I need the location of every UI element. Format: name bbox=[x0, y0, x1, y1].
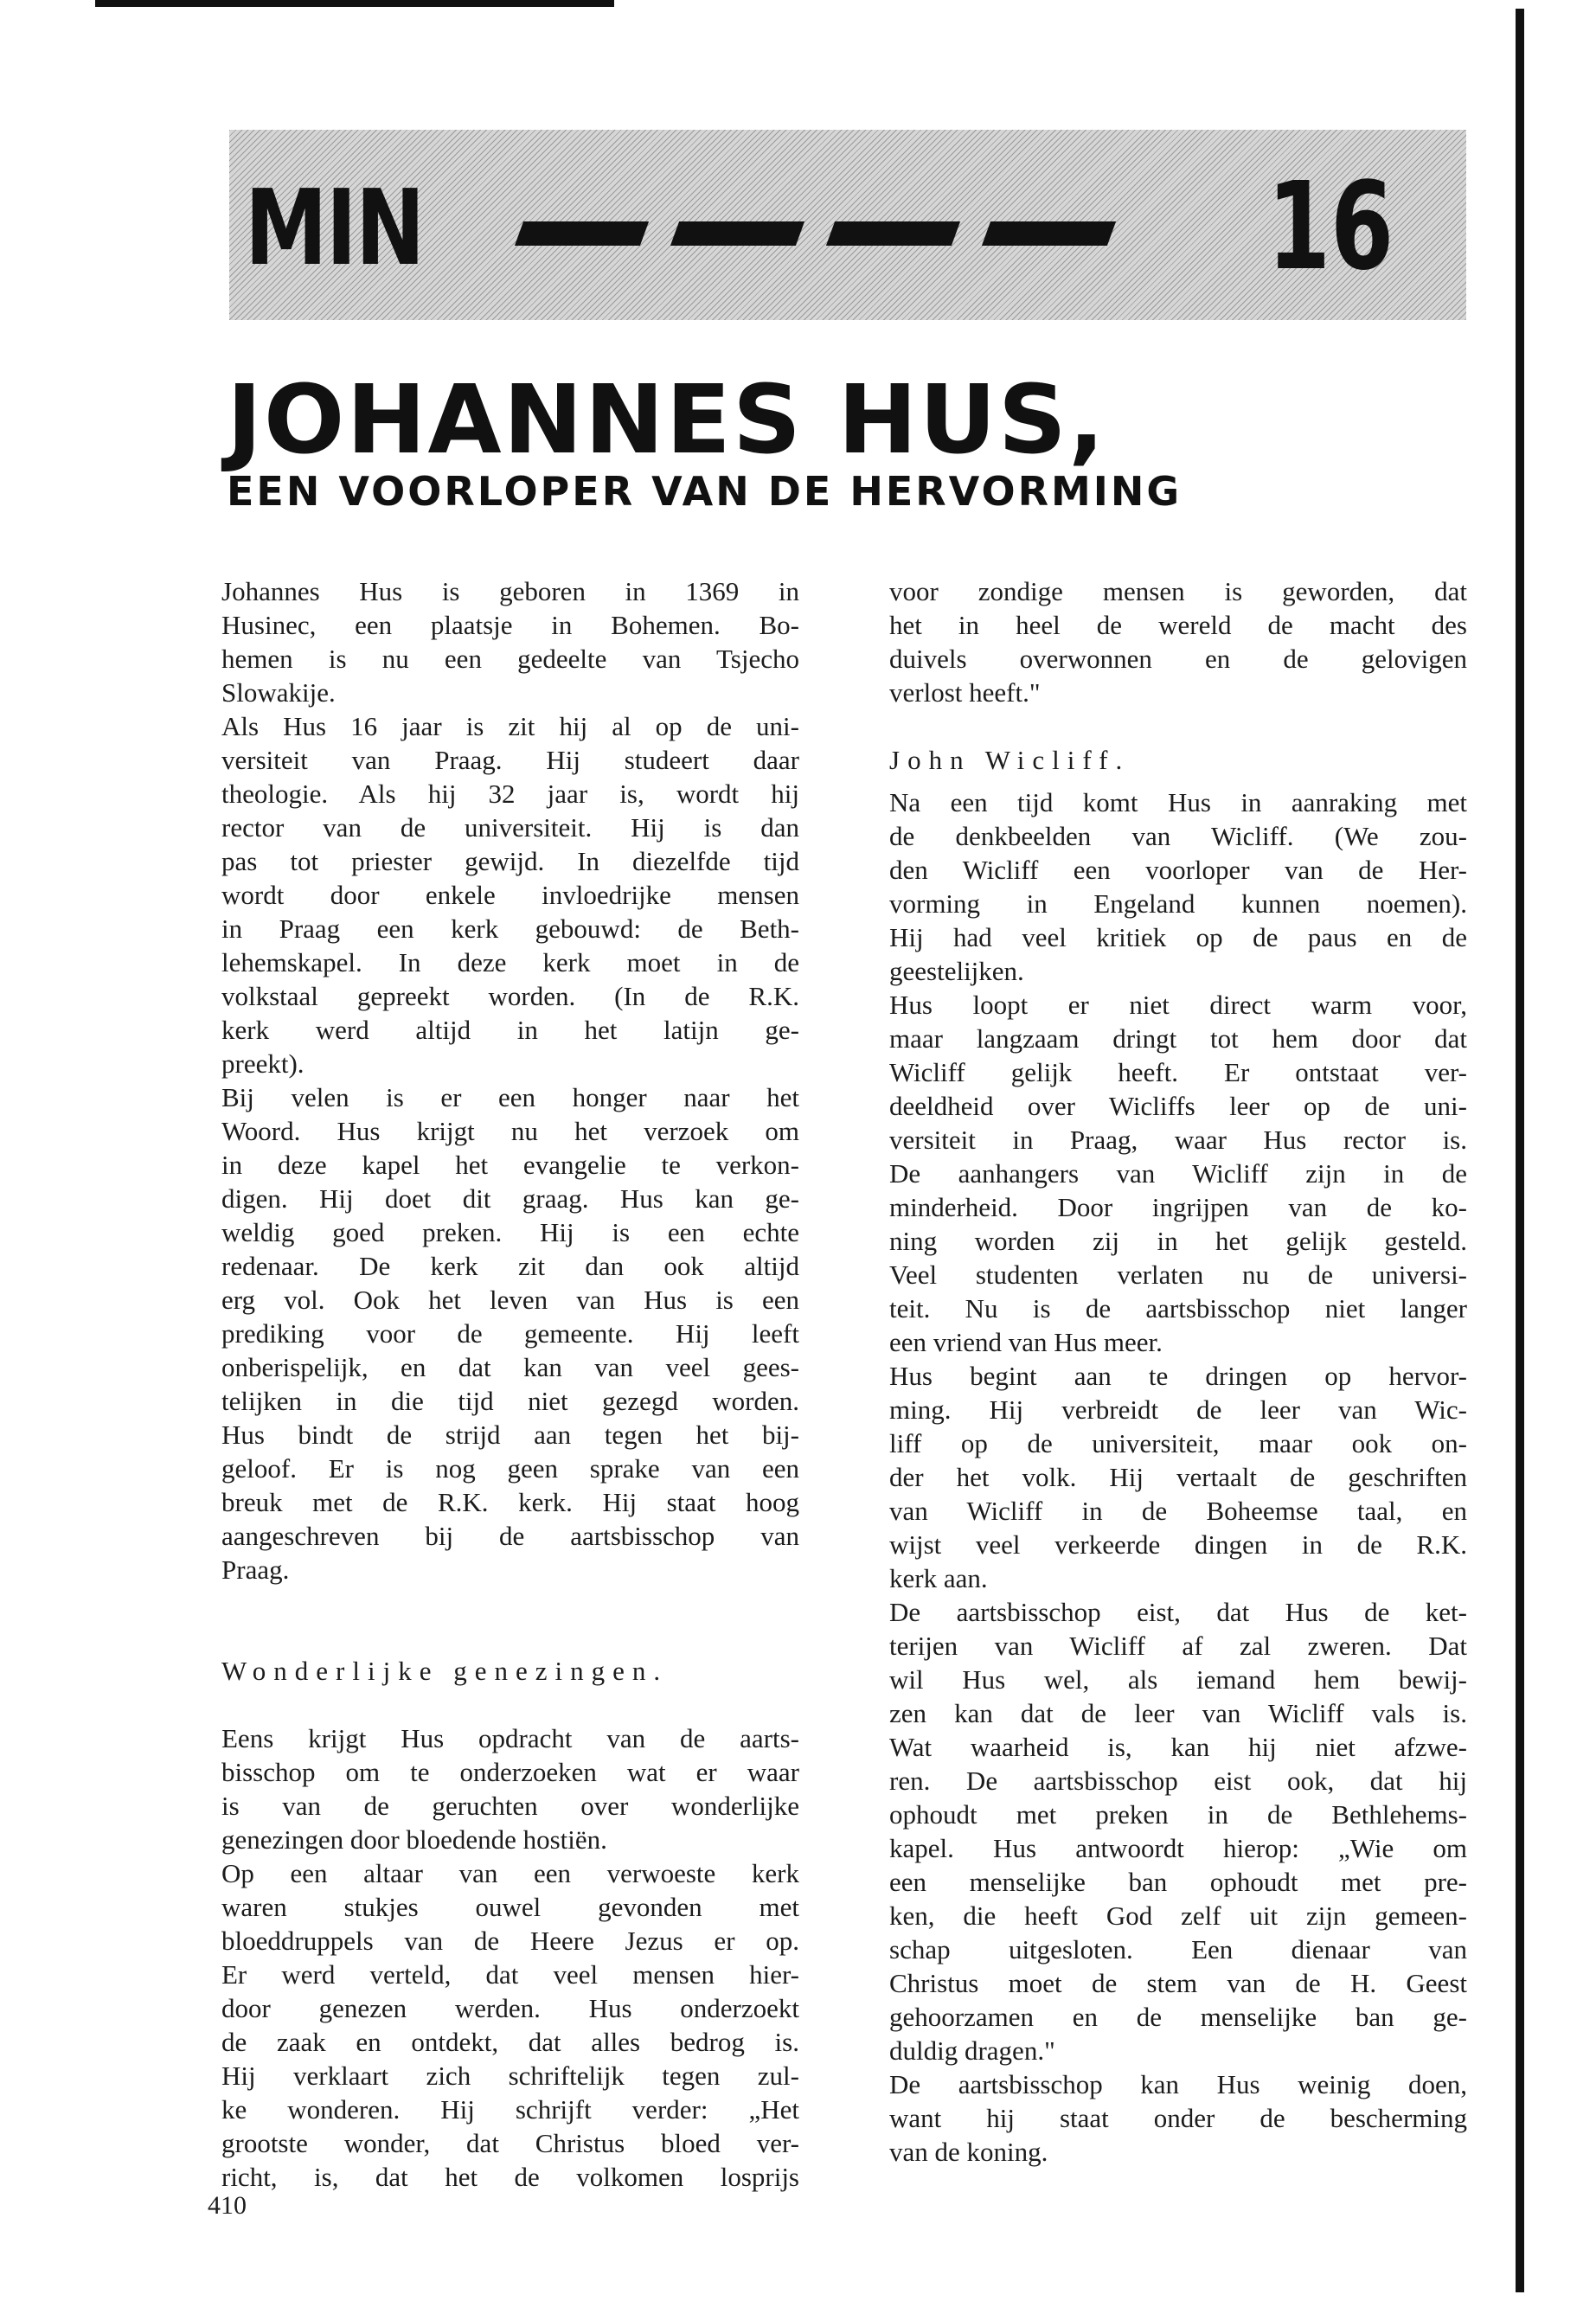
article-title: JOHANNES HUS, bbox=[227, 364, 1106, 475]
section-heading-wonderlijke-genezingen: Wonderlijke genezingen. bbox=[221, 1656, 669, 1686]
text-line: versiteit in Praag, waar Hus rector is. bbox=[889, 1125, 1467, 1155]
text-line: schap uitgesloten. Een dienaar van bbox=[889, 1934, 1467, 1965]
text-line: Woord. Hus krijgt nu het verzoek om bbox=[221, 1116, 799, 1146]
text-line: liff op de universiteit, maar ook on- bbox=[889, 1428, 1467, 1458]
text-line: ming. Hij verbreidt de leer van Wic- bbox=[889, 1394, 1467, 1425]
text-line: Slowakije. bbox=[221, 677, 336, 708]
text-line: weldig goed preken. Hij is een echte bbox=[221, 1217, 799, 1247]
banner-number: 16 bbox=[1267, 157, 1394, 298]
text-line: ke wonderen. Hij schrijft verder: „Het bbox=[221, 2094, 799, 2125]
text-line: Hij had veel kritiek op de paus en de bbox=[889, 922, 1467, 952]
text-line: geestelijken. bbox=[889, 956, 1024, 986]
text-line: in Praag een kerk gebouwd: de Beth- bbox=[221, 913, 799, 944]
text-line: de denkbeelden van Wicliff. (We zou- bbox=[889, 821, 1467, 851]
text-line: Hus begint aan te dringen op hervor- bbox=[889, 1361, 1467, 1391]
text-line: Op een altaar van een verwoeste kerk bbox=[221, 1858, 799, 1888]
text-line: deeldheid over Wicliffs leer op de uni- bbox=[889, 1091, 1467, 1121]
text-line: kerk werd altijd in het latijn ge- bbox=[221, 1015, 799, 1045]
text-line: voor zondige mensen is geworden, dat bbox=[889, 576, 1467, 606]
text-line: Als Hus 16 jaar is zit hij al op de uni- bbox=[221, 711, 799, 741]
paragraph-genezingen bbox=[221, 1721, 799, 2194]
text-line: bloeddruppels van de Heere Jezus er op. bbox=[221, 1926, 799, 1956]
text-line: De aartsbisschop kan Hus weinig doen, bbox=[889, 2069, 1467, 2099]
text-line: terijen van Wicliff af zal zweren. Dat bbox=[889, 1631, 1467, 1661]
text-line: Wicliff gelijk heeft. Er ontstaat ver- bbox=[889, 1057, 1467, 1087]
text-line: Hus loopt er niet direct warm voor, bbox=[889, 990, 1467, 1020]
text-line: De aartsbisschop eist, dat Hus de ket- bbox=[889, 1597, 1467, 1627]
text-line: van de koning. bbox=[889, 2137, 1048, 2167]
text-line: Eens krijgt Hus opdracht van de aarts- bbox=[221, 1723, 799, 1753]
text-line: vorming in Engeland kunnen noemen). bbox=[889, 888, 1467, 919]
banner-dash bbox=[670, 221, 804, 246]
text-line: lehemskapel. In deze kerk moet in de bbox=[221, 947, 799, 977]
text-line: Bij velen is er een honger naar het bbox=[221, 1082, 799, 1112]
text-line: digen. Hij doet dit graag. Hus kan ge- bbox=[221, 1183, 799, 1214]
paragraph-wicliff bbox=[889, 785, 1467, 2169]
text-line: onberispelijk, en dat kan van veel gees- bbox=[221, 1352, 799, 1382]
text-line: Na een tijd komt Hus in aanraking met bbox=[889, 787, 1467, 817]
text-line: verlost heeft." bbox=[889, 677, 1041, 708]
text-line: Johannes Hus is geboren in 1369 in bbox=[221, 576, 799, 606]
left-column bbox=[221, 574, 799, 2194]
text-line: hemen is nu een gedeelte van Tsjecho bbox=[221, 644, 799, 674]
text-line: wil Hus wel, als iemand hem bewij- bbox=[889, 1664, 1467, 1695]
text-line: volkstaal gepreekt worden. (In de R.K. bbox=[221, 981, 799, 1011]
text-line: door genezen werden. Hus onderzoekt bbox=[221, 1993, 799, 2023]
page-number: 410 bbox=[208, 2191, 247, 2220]
right-column bbox=[889, 574, 1467, 2169]
text-line: grootste wonder, dat Christus bloed ver- bbox=[221, 2128, 799, 2158]
text-line: want hij staat onder de bescherming bbox=[889, 2103, 1467, 2133]
text-line: de zaak en ontdekt, dat alles bedrog is. bbox=[221, 2027, 799, 2057]
text-line: pas tot priester gewijd. In diezelfde tijd bbox=[221, 846, 799, 876]
paragraph-intro bbox=[221, 574, 799, 1586]
text-line: versiteit van Praag. Hij studeert daar bbox=[221, 745, 799, 775]
text-line: Hus bindt de strijd aan tegen het bij- bbox=[221, 1420, 799, 1450]
text-line: ken, die heeft God zelf uit zijn gemeen- bbox=[889, 1900, 1467, 1931]
text-line: Praag. bbox=[221, 1554, 290, 1585]
text-line: kerk aan. bbox=[889, 1563, 988, 1593]
text-line: Veel studenten verlaten nu de universi- bbox=[889, 1259, 1467, 1290]
text-line: een menselijke ban ophoudt met pre- bbox=[889, 1867, 1467, 1897]
right-edge-bar bbox=[1516, 9, 1524, 2292]
text-line: erg vol. Ook het leven van Hus is een bbox=[221, 1285, 799, 1315]
text-line: theologie. Als hij 32 jaar is, wordt hij bbox=[221, 779, 799, 809]
text-line: richt, is, dat het de volkomen losprijs bbox=[221, 2162, 799, 2192]
text-line: De aanhangers van Wicliff zijn in de bbox=[889, 1158, 1467, 1189]
text-line: aangeschreven bij de aartsbisschop van bbox=[221, 1521, 799, 1551]
text-line: ophoudt met preken in de Bethlehems- bbox=[889, 1799, 1467, 1830]
section-heading-john-wicliff: John Wicliff. bbox=[889, 745, 1131, 775]
text-line: der het volk. Hij vertaalt de geschriften bbox=[889, 1462, 1467, 1492]
text-line: gehoorzamen en de menselijke ban ge- bbox=[889, 2002, 1467, 2032]
text-line: het in heel de wereld de macht des bbox=[889, 610, 1467, 640]
paragraph-continuation bbox=[889, 574, 1467, 709]
text-line: Wat waarheid is, kan hij niet afzwe- bbox=[889, 1732, 1467, 1762]
article-subtitle: EEN VOORLOPER VAN DE HERVORMING bbox=[227, 468, 1183, 515]
text-line: den Wicliff een voorloper van de Her- bbox=[889, 855, 1467, 885]
banner-label-min: MIN bbox=[245, 169, 424, 289]
text-line: minderheid. Door ingrijpen van de ko- bbox=[889, 1192, 1467, 1222]
text-line: ren. De aartsbisschop eist ook, dat hij bbox=[889, 1766, 1467, 1796]
text-line: waren stukjes ouwel gevonden met bbox=[221, 1892, 799, 1922]
text-line: geloof. Er is nog geen sprake van een bbox=[221, 1453, 799, 1484]
text-line: wordt door enkele invloedrijke mensen bbox=[221, 880, 799, 910]
text-line: zen kan dat de leer van Wicliff vals is. bbox=[889, 1698, 1467, 1728]
text-line: teit. Nu is de aartsbisschop niet langer bbox=[889, 1293, 1467, 1324]
text-line: wijst veel verkeerde dingen in de R.K. bbox=[889, 1529, 1467, 1560]
text-line: preekt). bbox=[221, 1048, 304, 1079]
text-line: prediking voor de gemeente. Hij leeft bbox=[221, 1318, 799, 1349]
section-banner bbox=[229, 130, 1466, 320]
text-line: genezingen door bloedende hostiën. bbox=[221, 1824, 607, 1855]
text-line: breuk met de R.K. kerk. Hij staat hoog bbox=[221, 1487, 799, 1517]
banner-dash bbox=[982, 221, 1116, 246]
text-line: een vriend van Hus meer. bbox=[889, 1327, 1163, 1357]
text-line: Husinec, een plaatsje in Bohemen. Bo- bbox=[221, 610, 799, 640]
text-line: telijken in die tijd niet gezegd worden. bbox=[221, 1386, 799, 1416]
text-line: duivels overwonnen en de gelovigen bbox=[889, 644, 1467, 674]
text-line: is van de geruchten over wonderlijke bbox=[221, 1791, 799, 1821]
banner-dash bbox=[515, 221, 649, 246]
text-line: rector van de universiteit. Hij is dan bbox=[221, 812, 799, 843]
text-line: redenaar. De kerk zit dan ook altijd bbox=[221, 1251, 799, 1281]
text-line: ning worden zij in het gelijk gesteld. bbox=[889, 1226, 1467, 1256]
text-line: kapel. Hus antwoordt hierop: „Wie om bbox=[889, 1833, 1467, 1863]
text-line: Christus moet de stem van de H. Geest bbox=[889, 1968, 1467, 1998]
text-line: maar langzaam dringt tot hem door dat bbox=[889, 1023, 1467, 1054]
text-line: Er werd verteld, dat veel mensen hier- bbox=[221, 1959, 799, 1990]
top-rule bbox=[95, 0, 614, 7]
text-line: duldig dragen." bbox=[889, 2035, 1055, 2066]
text-line: in deze kapel het evangelie te verkon- bbox=[221, 1150, 799, 1180]
text-line: bisschop om te onderzoeken wat er waar bbox=[221, 1757, 799, 1787]
banner-dash bbox=[826, 221, 960, 246]
text-line: van Wicliff in de Boheemse taal, en bbox=[889, 1496, 1467, 1526]
text-line: Hij verklaart zich schriftelijk tegen zul- bbox=[221, 2061, 799, 2091]
